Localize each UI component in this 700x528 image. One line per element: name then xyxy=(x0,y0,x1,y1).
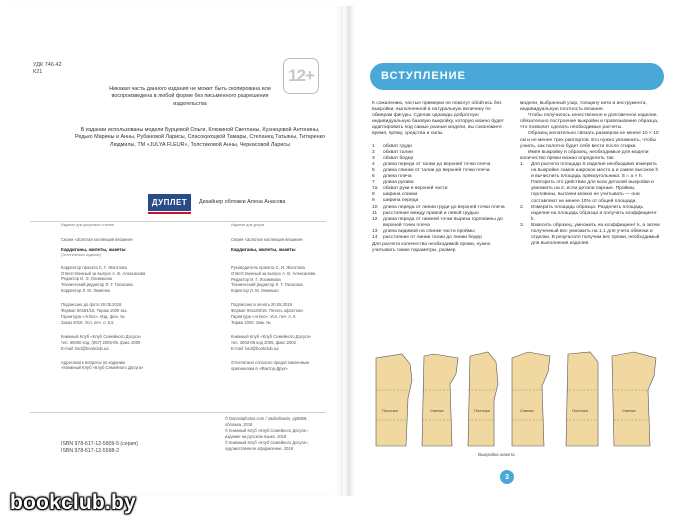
list-item-text: Взвесить образец, умножить на коэффициент k, а затем полученный вес умножить на 1,1 для учета обвязки и отделки. В результате получим вес пряжи, необходимый для выполнения изделия. xyxy=(531,222,660,247)
isbn-block: ISBN 978-617-12-5809-5 (серия) ISBN 978-617-12-5598-2 xyxy=(61,441,138,455)
list-item-number: 3. xyxy=(520,222,525,228)
pattern-label: Полочка xyxy=(474,408,490,413)
list-item xyxy=(520,223,660,247)
imprint-left-column: Издание для досугового чтения Серия «Золотая коллекция вязания» Кардиганы, жилеты, жакеты (Эстетическое издание) Корректор проекта С. Г. Жоготова Ответственный за выпуск А. В. Алексанова Редактор И. Э. Лосимкова Технический редактор Л. Г. Галасова Корректор Л. М. Леменко Подписано до фото 20.05.2018 Формат 60х84/16. Тираж 1000 экз. Гарнитура «Arimo». Изд. фон. № Заказ 2018. Усл. печ. л. 6,5 Книжный Клуб «Клуб Семейного Досуга» тел. 65000 код. (057) 2005-05, факс 2000 E-mail: ksd@bookclub.ua Адресовать вопросы по изданию «Книжный Клуб «Клуб Семейного Досуга» xyxy=(61,223,146,371)
list-item xyxy=(520,162,660,205)
list-tail: Для расчета количества необходимой пряжи, нужно учитывать также параметры, размер xyxy=(372,242,491,254)
models-credit: В издании использованы модели Бурцевой Ольги, Клюкиной Светланы, Кузнецовой Антонины, Редько Марины и Анны, Рубановой Ларисы, Спасокукоцкой Тамары, Степанец Татьяны, Титаренко Людмилы, ТМ «JULYA FLEUR», Толстиковой Анны, Черкасовой Ларисы xyxy=(75,127,325,148)
list-item-number: 9 xyxy=(372,198,375,204)
list-item xyxy=(372,217,510,229)
list-item-text: обхват бедер xyxy=(383,155,414,161)
measurements-list xyxy=(372,144,510,242)
right-page-left-column xyxy=(372,101,510,254)
list-item-text: расстояние от линии талии до линии бедер xyxy=(383,234,482,240)
pattern-piece-back xyxy=(612,352,656,446)
list-item-text: длина переда от линии груди до верхней точки плеча xyxy=(383,204,505,210)
list-item-number: 2 xyxy=(372,149,375,155)
divider xyxy=(30,412,326,413)
list-item-number: 14 xyxy=(372,234,378,240)
pattern-piece-back xyxy=(422,354,458,446)
copyright-notice: Никакая часть данного издания не может быть скопирована или воспроизведена в любой форме без письменного разрешения издательства xyxy=(109,86,271,107)
list-item-text: ширина переда xyxy=(383,198,419,204)
list-item-text: обхват груди xyxy=(383,143,412,149)
pattern-piece-front xyxy=(468,352,498,446)
list-item-text: Для расчета площади S изделия необходимо измерить на выкройке самое широкое место a и самое высокое h и вычислить площадь прямоугольника: S = a × h. Повторить это действие для всех деталей выкройки и умножить на 2, если детали парные. Проймы, горловины, вытачки можно не учитывать — они составляют не менее 10% от общей площади. xyxy=(531,161,659,204)
pattern-label: Спинка xyxy=(430,408,444,413)
pattern-piece-front xyxy=(566,352,598,446)
list-item-number: 1. xyxy=(520,161,525,167)
list-item-number: 11 xyxy=(372,210,378,216)
list-item-text: длина переда от нижней точки выреза горловины до верхней точки плеча xyxy=(383,216,503,228)
photo-credits: © Depositphotos.com / Vadimlisavin, pp8859, обложка, 2018 © Книжный Клуб «Клуб Семейного Досуга», издание на русском языке, 2018 © Книжный Клуб «Клуб Семейного Досуга», художественное оформление, 2018 xyxy=(225,416,309,451)
pattern-label: Спинка xyxy=(520,408,534,413)
list-item-number: 3 xyxy=(372,155,375,161)
publisher-logo: ДУПЛЕТ xyxy=(148,194,191,211)
figure-caption: Выкройка жакета xyxy=(478,452,515,457)
list-item-number: 10 xyxy=(372,204,378,210)
list-item-text: Измерить площадь образца. Разделить площадь изделия на площадь образца и получить коэффициент k. xyxy=(531,204,657,222)
pattern-svg xyxy=(372,350,660,450)
right-page-right-column: модели, выбранный узор, толщину нити и инструмента, индивидуальную плотность вязания. Чтобы получилось качественное и долговечное изделие, обязательно построение выкройки и провязывание образца, что позволит сделать необходимые расчеты. Образец желательно связать размером не менее 10 × 10 см и не менее трех раппортов. Его нужно увлажнить, чтобы узнать, как полотно будет себя вести после стирки. Имея выкройку и образец, необходимые для модели количество пряжи можно определить так: 1. Для расчета площади S изделия необходимо измерить на выкройке самое широкое место a и самое высокое h и вычислить площадь прямоугольника: S = a × h. Повторить это действие для всех деталей выкройки и умножить на 2, если детали парные. Проймы, горловины, вытачки можно не учитывать — они составляют не менее 10% от общей площади. 2. Измерить площадь образца. Разделить площадь изделия на площадь образца и получить коэффициент k. 3. Взвесить образец, умножить на коэффициент k, а затем полученный вес умножить на 1,1 для учета обвязки и отделки. В результате получим вес пряжи, необходимый для выполнения изделия. xyxy=(520,101,660,247)
list-item-text: длина переда от талии до верхней точки плеча xyxy=(383,161,491,167)
list-item-text: обхват руки в верхней части xyxy=(383,186,448,192)
jacket-pattern-figure xyxy=(372,350,660,450)
list-item-number: 13 xyxy=(372,228,378,234)
list-item-text: длина спинки от талии до верхней точки плеча xyxy=(383,167,490,173)
book-gutter xyxy=(343,6,355,496)
divider xyxy=(30,221,326,222)
page-number: 3 xyxy=(500,470,514,484)
list-item-number: 4 xyxy=(372,161,375,167)
section-title: ВСТУПЛЕНИЕ xyxy=(381,70,466,82)
list-item-text: длина плеча xyxy=(383,174,412,180)
list-item-number: 7а xyxy=(372,186,378,192)
list-item-number: 7 xyxy=(372,180,375,186)
imprint-right-column: Издание для досуга Серия «Золотая коллекция вязания» Кардиганы, жилеты, жакеты Руководитель проекта С. И. Жоготова Ответственный за выпуск А. В. Алексанова Редактор И. Г. Лосимкова Технический редактор Л. Г. Галасова Коректор Л. М. Лемешко Подписано в печать 20.05.2018 Формат 84x108/16. Печать офсетная Гарнитура «Arimo». Усл. печ. л. 6 Тираж 1000. Зам. № Книжный Клуб «Клуб Семейного Досуга» тел. 3002-05 код 2005, факс 2002 E-mail: ksd@bookclub.ua Отпечатано согласно предоставленным оригиналам в «Фактор-Друк» xyxy=(231,223,316,371)
list-item-text: ширина спинки xyxy=(383,192,418,198)
list-item-number: 12 xyxy=(372,216,378,222)
list-item-number: 1 xyxy=(372,143,375,149)
list-item-text: длина видимой на спинке части проймы xyxy=(383,228,475,234)
list-item-number: 6 xyxy=(372,174,375,180)
pattern-piece-front xyxy=(376,354,412,446)
pattern-label: Полочка xyxy=(572,408,588,413)
list-item xyxy=(520,205,660,223)
udk-code: УДК 746.42 К21 xyxy=(33,62,62,76)
cover-designer: Дизайнер обложки Алена Анасова xyxy=(199,199,286,205)
intro-paragraph: К сожалению, частые примерки не помогут обойтись без выкройки, выполненной в натуральную величину по обмерам фигуры. Сделав однажды добротную индивидуальную базовую выкройку, которую можно будет адаптировать под самые разные модели, вы сэкономите время, пряжу, средства и силы. xyxy=(372,101,504,137)
list-item-number: 2. xyxy=(520,204,525,210)
list-item-text: обхват талии xyxy=(383,149,413,155)
pattern-label: Полочка xyxy=(382,408,398,413)
list-item xyxy=(372,235,510,241)
pattern-label: Спинка xyxy=(622,408,636,413)
steps-list xyxy=(520,162,660,247)
list-item-text: расстояние между правой и левой грудью xyxy=(383,210,479,216)
list-item-number: 8 xyxy=(372,192,375,198)
pattern-piece-back xyxy=(512,352,550,446)
age-rating-badge: 12+ xyxy=(283,58,319,94)
list-item-number: 5 xyxy=(372,167,375,173)
list-item-text: длина рукава xyxy=(383,180,414,186)
watermark: bookclub.by xyxy=(10,491,136,514)
